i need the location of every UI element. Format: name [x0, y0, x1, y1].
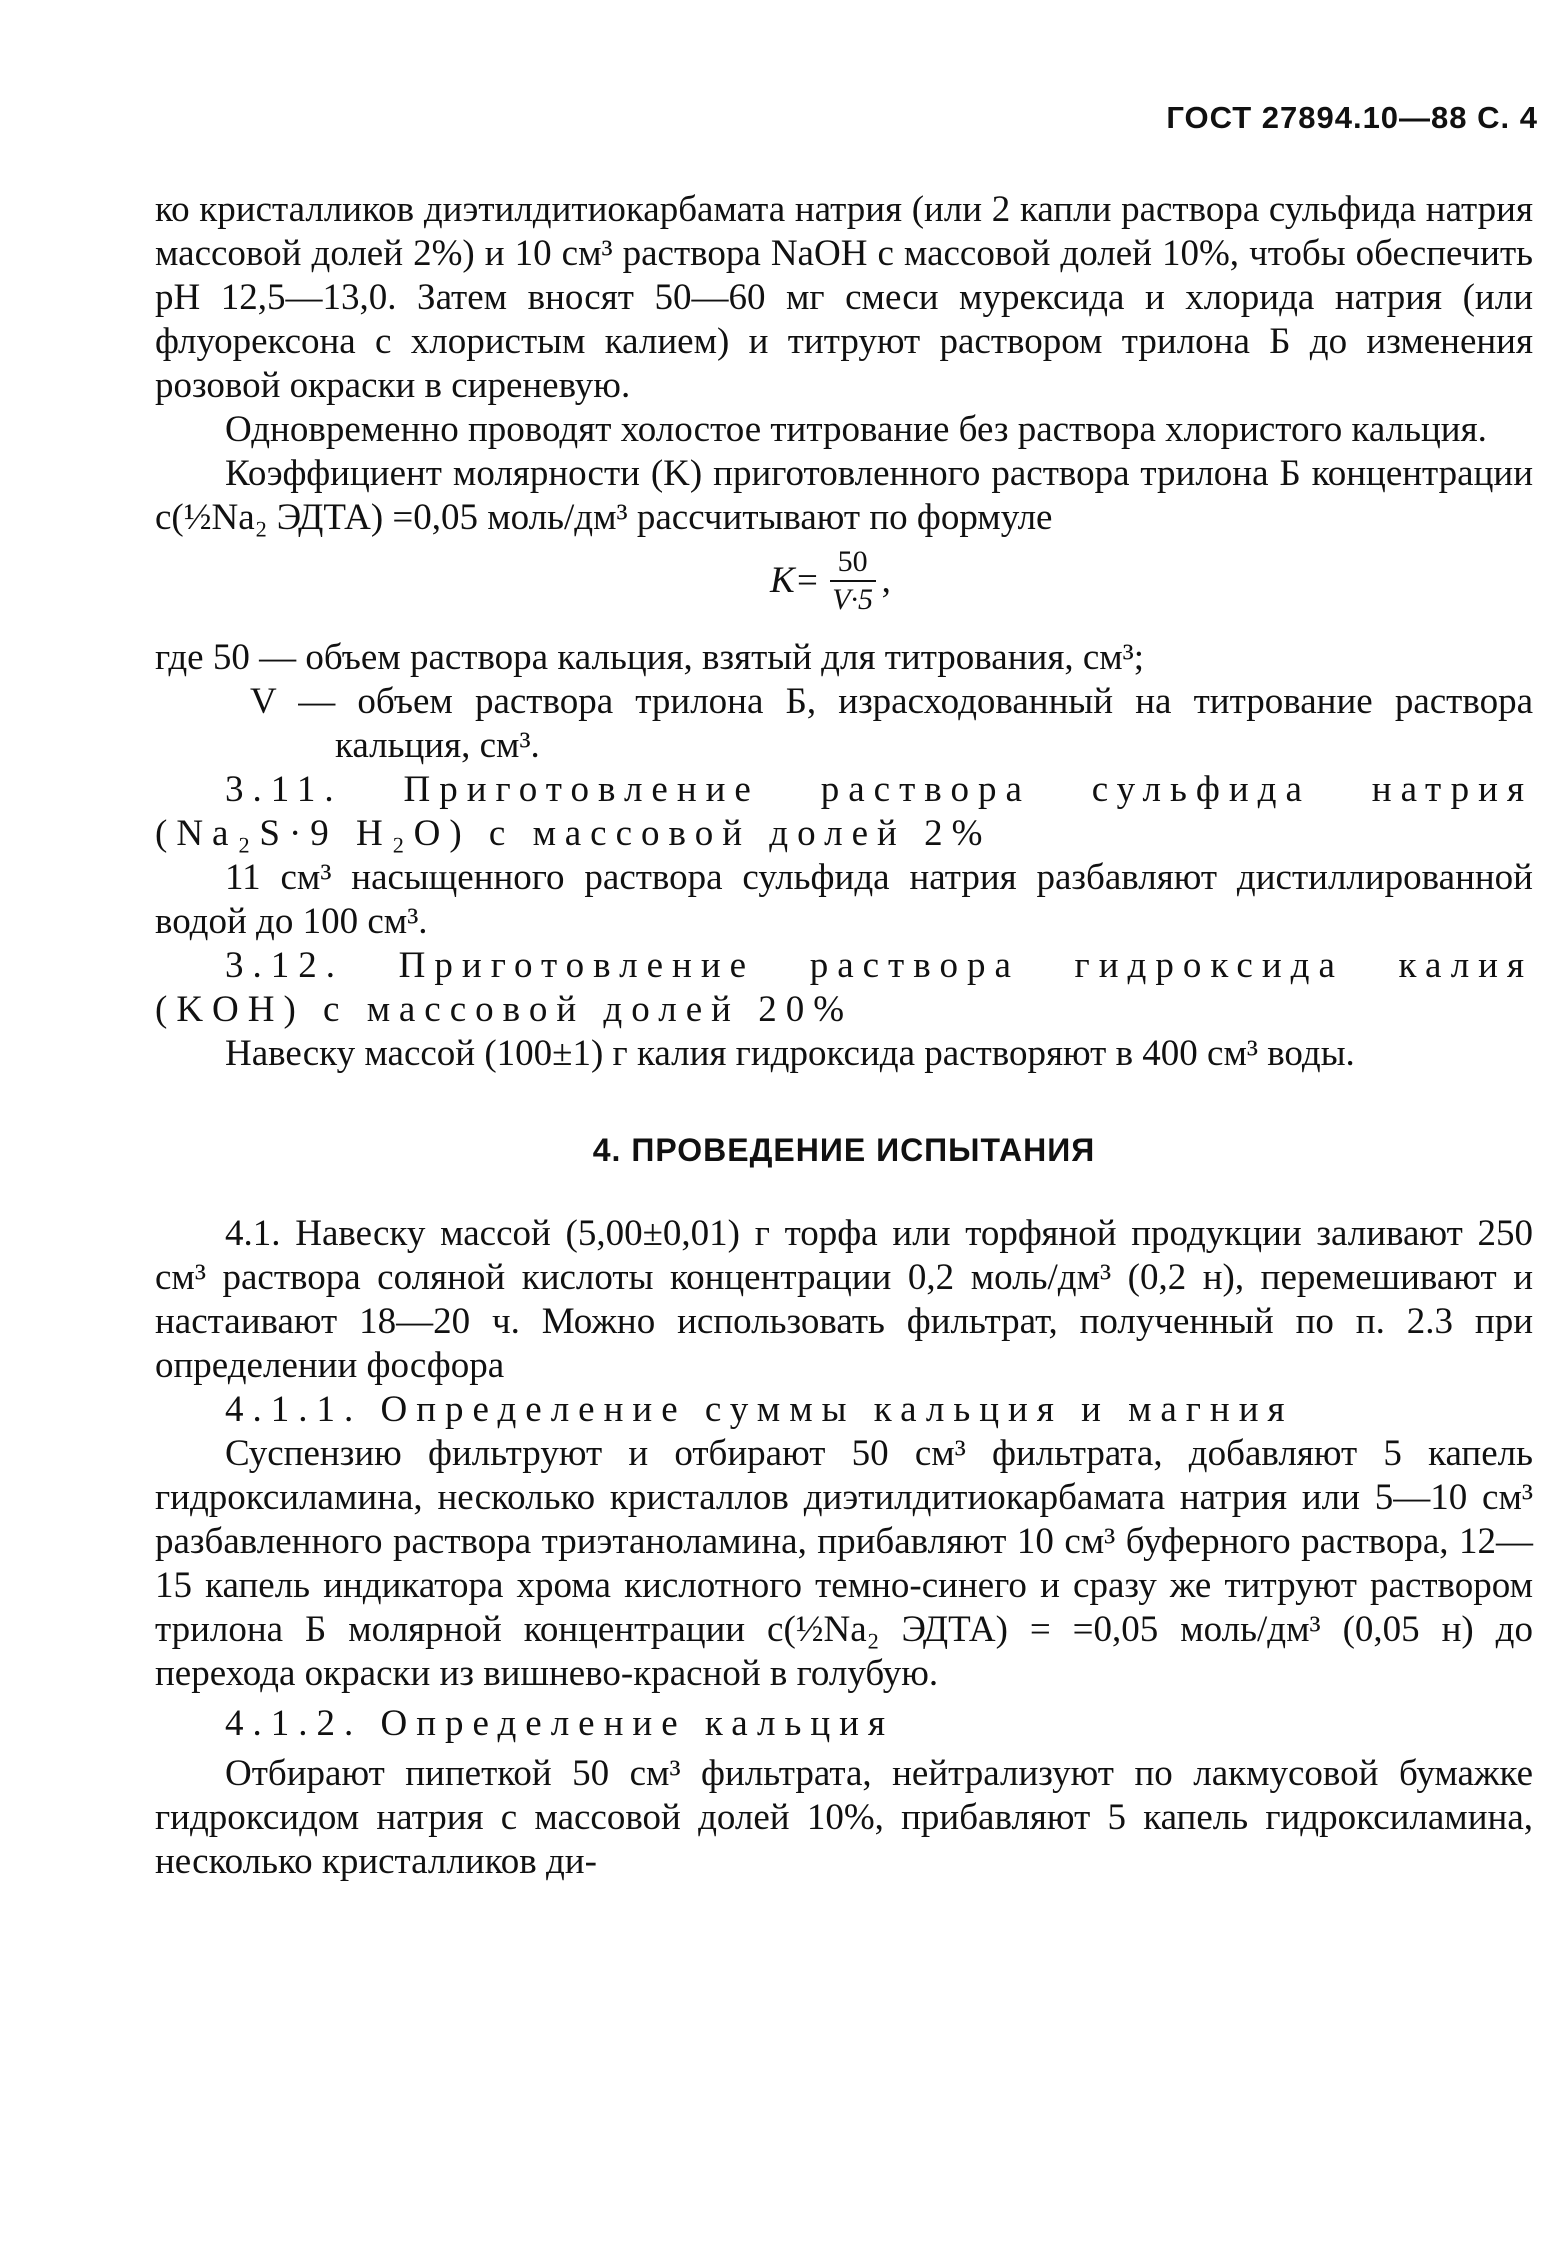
formula: [770, 544, 891, 618]
formula-trailing: ,: [881, 560, 891, 601]
section-4-1-1-text: Суспензию фильтруют и отбирают 50 см³ фильтрата, добавляют 5 капель гидроксиламина, несколько кристаллов диэтилдитиокарбамата натрия или 5—10 см³ разбавленного раствора триэтаноламина, прибавляют 10 см³ буферного раствора, 12—15 капель индикатора хрома кислотного темно-синего и сразу же титруют раствором трилона Б молярной концентрации c(½Na₂ ЭДТА) = =0,05 моль/дм³ (0,05 н) до перехода окраски из вишнево-красной в голубую.: [155, 1433, 1533, 1694]
section-3-11-text: 11 см³ насыщенного раствора сульфида натрия разбавляют дистиллированной водой до 100 см³.: [155, 857, 1533, 942]
formula-where-50: где 50 — объем раствора кальция, взятый для титрования, см³;: [155, 637, 1145, 678]
section-4-1-2-title-text: 4.1.2. Определение кальция: [225, 1703, 894, 1744]
page-header: ГОСТ 27894.10—88 С. 4: [1166, 100, 1538, 135]
section-4-1-1-title: [155, 1388, 1533, 1432]
section-4-1-text: 4.1. Навеску массой (5,00±0,01) г торфа или торфяной продукции заливают 250 см³ раствора соляной кислоты концентрации 0,2 моль/дм³ (0,2 н), перемешивают и настаивают 18—20 ч. Можно использовать фильтрат, полученный по п. 2.3 при определении фосфора: [155, 1213, 1533, 1386]
formula-fraction: [830, 544, 876, 618]
section-3-11-title: [155, 768, 1533, 856]
section-3-12-title: [155, 944, 1533, 1032]
section-3-11-title-text: 3.11. Приготовление раствора сульфида натрия (Na₂S·9 H₂O) с массовой долей 2%: [155, 769, 1533, 854]
section-4-1-2-text: Отбирают пипеткой 50 см³ фильтрата, нейтрализуют по лакмусовой бумажке гидроксидом натрия с массовой долей 10%, прибавляют 5 капель гидроксиламина, несколько кристалликов ди-: [155, 1753, 1533, 1882]
paragraph-blank-titration: Одновременно проводят холостое титрование без раствора хлористого кальция.: [225, 409, 1487, 450]
section-4-1-2-title: [155, 1702, 1533, 1746]
formula-numerator: 50: [830, 544, 876, 582]
section-3-12-text: Навеску массой (100±1) г калия гидроксида растворяют в 400 см³ воды.: [225, 1033, 1355, 1074]
formula-denominator: V·5: [832, 583, 874, 616]
paragraph-molarity-coefficient: Коэффициент молярности (K) приготовленного раствора трилона Б концентрации c(½Na₂ ЭДТА) =0,05 моль/дм³ рассчитывают по формуле: [155, 453, 1533, 538]
formula-lhs: K=: [770, 560, 820, 601]
section-4-1-1-title-text: 4.1.1. Определение суммы кальция и магния: [225, 1389, 1294, 1430]
paragraph-continuation: ко кристалликов диэтилдитиокарбамата натрия (или 2 капли раствора сульфида натрия массовой долей 2%) и 10 см³ раствора NaOH с массовой долей 10%, чтобы обеспечить pH 12,5—13,0. Затем вносят 50—60 мг смеси мурексида и хлорида натрия (или флуорексона с хлористым калием) и титруют раствором трилона Б до изменения розовой окраски в сиреневую.: [155, 189, 1533, 406]
formula-where-v: V — объем раствора трилона Б, израсходованный на титрование раствора кальция, см³.: [250, 681, 1533, 766]
document-body: [155, 188, 1533, 1884]
section-4-heading: 4. ПРОВЕДЕНИЕ ИСПЫТАНИЯ: [592, 1132, 1096, 1168]
section-3-12-title-text: 3.12. Приготовление раствора гидроксида калия (KOH) с массовой долей 20%: [155, 945, 1533, 1030]
formula-block: [155, 540, 1533, 636]
